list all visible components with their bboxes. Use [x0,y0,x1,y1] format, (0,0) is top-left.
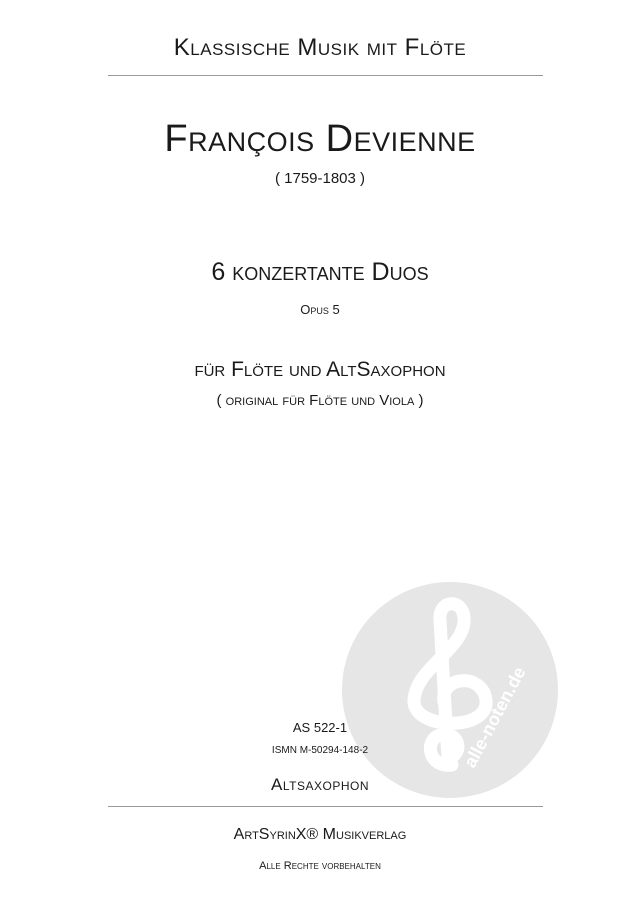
top-divider [108,75,543,76]
watermark-text: alle-noten.de [459,663,530,771]
work-title: 6 konzertante Duos [211,258,429,286]
series-title: Klassische Musik mit Flöte [173,34,467,61]
watermark-logo [340,580,560,800]
opus-number: Opus 5 [300,302,340,317]
composer-dates: ( 1759-1803 ) [274,170,366,187]
part-name: Altsaxophon [271,775,369,794]
instrumentation: für Flöte und AltSaxophon [194,358,446,381]
rights-notice: Alle Rechte vorbehalten [259,860,381,872]
ismn-number: ISMN M-50294-148-2 [271,745,369,756]
composer-name: François Devienne [164,118,476,160]
bottom-divider [108,806,543,807]
publisher-name: ArtSyrinX® Musikverlag [233,826,407,843]
original-instrumentation: ( original für Flöte und Viola ) [216,392,424,409]
catalog-number: AS 522-1 [292,720,348,735]
